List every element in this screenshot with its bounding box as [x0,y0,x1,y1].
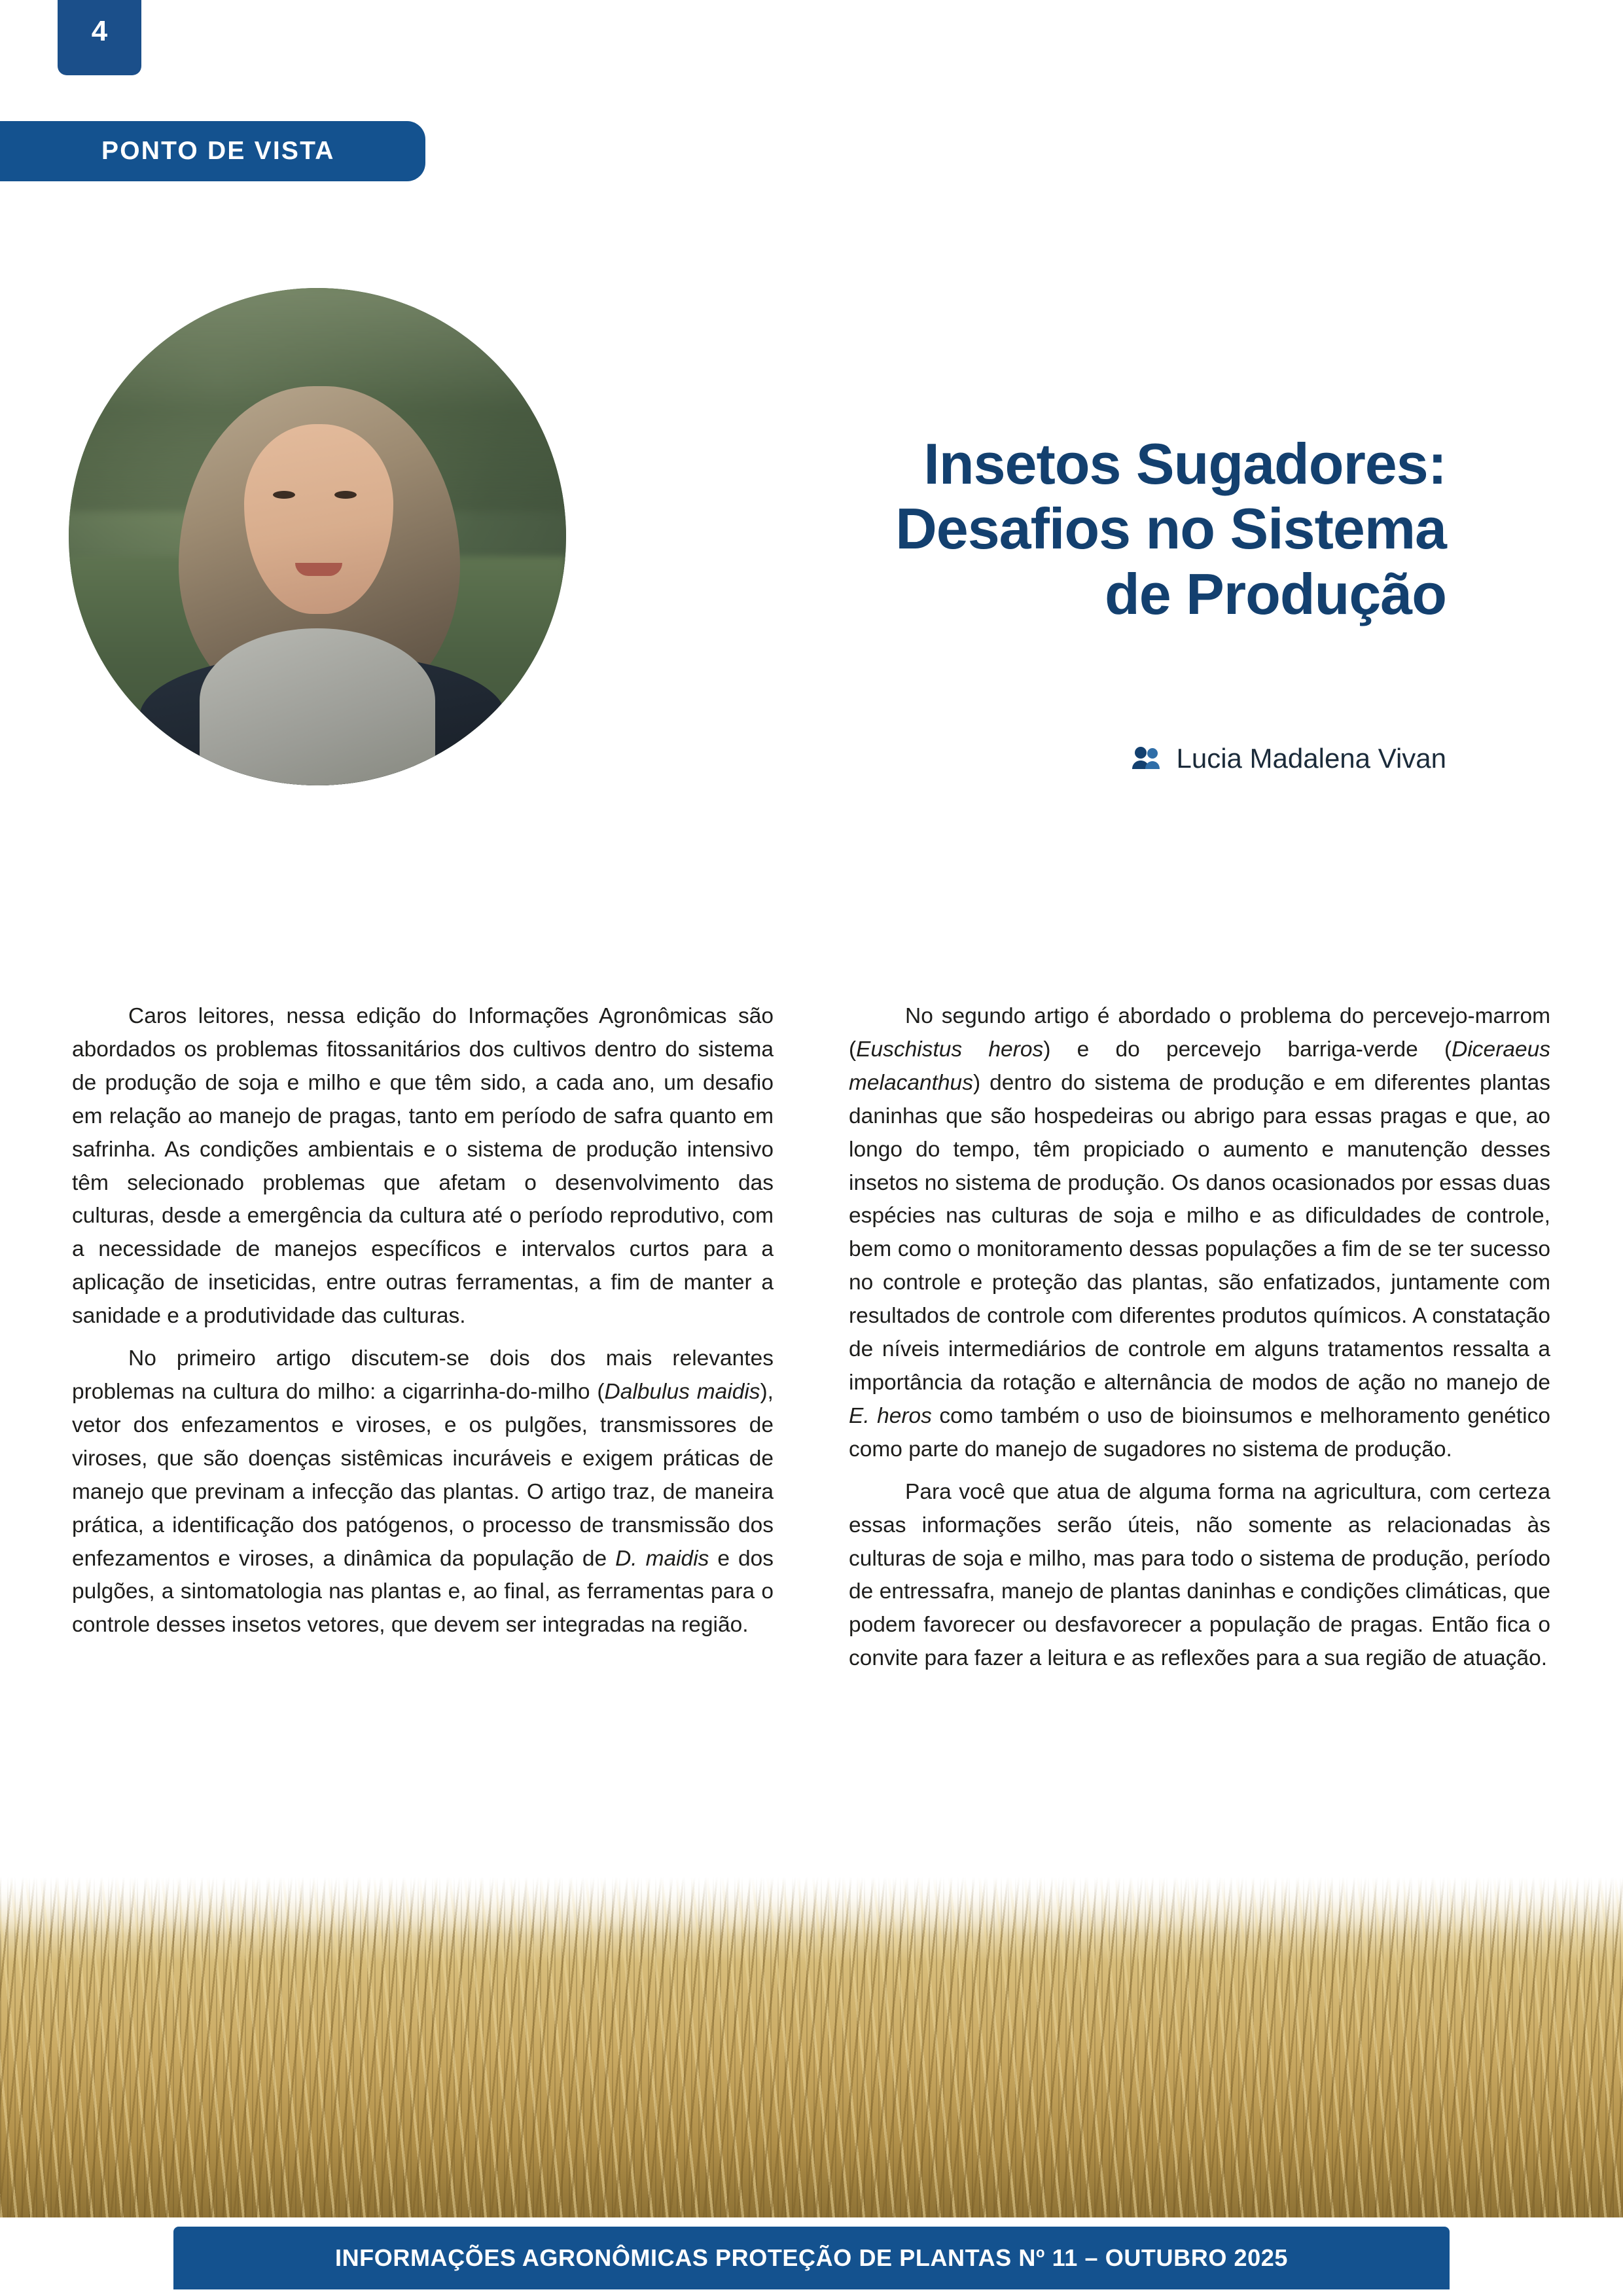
footer-ordinal: o [1036,2244,1046,2261]
article-body [72,1000,1551,1685]
body-column-left [72,1000,774,1685]
portrait-eye-left [273,491,295,499]
paragraph: No segundo artigo é abordado o problema do percevejo-marrom (Euschistus heros) e do percevejo barriga-verde (Diceraeus melacanthus) dentro do sistema de produção e em diferentes plantas daninhas que são hospedeiras ou abrigo para essas pragas e que, ao longo do tempo, têm propiciado o aumento e manutenção desses insetos no sistema de produção. Os danos ocasionados por essas duas espécies nas culturas de soja e milho e as dificuldades de controle, bem como o monitoramento dessas populações a fim de se ter sucesso no controle e proteção das plantas, são enfatizados, juntamente com resultados de controle com diferentes produtos químicos. A constatação de níveis intermediários de controle em alguns tratamentos ressalta a importância da rotação e alternância de modos de ação no manejo de E. heros como também o uso de bioinsumos e melhoramento genético como parte do manejo de sugadores no sistema de produção. [849,1004,1550,1462]
section-label: PONTO DE VISTA [101,137,335,165]
portrait-scarf [200,628,435,785]
page-number-tab [58,0,141,75]
footer-bar [173,2227,1450,2289]
paragraph: No primeiro artigo discutem-se dois dos mais relevantes problemas na cultura do milho: a cigarrinha-do-milho (Dalbulus maidis), vetor dos enfezamentos e viroses, e os pulgões, transmissores de viroses, que são doenças sistêmicas incuráveis e exigem práticas de manejo que previnam a infecção das plantas. O artigo traz, de maneira prática, a identificação dos patógenos, o processo de transmissão dos enfezamentos e viroses, a dinâmica da população de D. maidis e dos pulgões, a sintomatologia nas plantas e, ao final, as ferramentas para o controle desses insetos vetores, que devem ser integradas na região. [72,1346,774,1638]
article-title-line-2: Desafios no Sistema [895,496,1446,562]
byline [785,743,1446,774]
page-number: 4 [91,15,108,47]
footer-text: INFORMAÇÕES AGRONÔMICAS PROTEÇÃO DE PLANTAS $N^o$ 11 – OUTUBRO 2025 [334,2244,1289,2271]
wheat-field-image [0,1877,1623,2217]
author-portrait [69,288,566,785]
authors-icon [1132,745,1162,772]
author-name: Lucia Madalena Vivan [1176,743,1446,774]
portrait-eye-right [334,491,357,499]
section-label-bar [0,121,425,181]
article-title-line-1: Insetos Sugadores: [923,431,1446,496]
wheat-top-fade [0,1877,1623,1936]
paragraph: Caros leitores, nessa edição do Informações Agronômicas são abordados os problemas fitossanitários dos cultivos dentro do sistema de produção de soja e milho e que têm sido, a cada ano, um desafio em relação ao manejo de pragas, tanto em período de safra quanto em safrinha. As condições ambientais e o sistema de produção intensivo têm selecionado problemas que afetam o desenvolvimento das culturas, desde a emergência da cultura até o período reprodutivo, com a necessidade de manejos específicos e intervalos curtos para a aplicação de inseticidas, entre outras ferramentas, a fim de manter a sanidade e a produtividade das culturas. [72,1004,774,1329]
article-title-line-3: de Produção [1105,561,1446,626]
article-title [707,431,1446,626]
paragraph: Para você que atua de alguma forma na agricultura, com certeza essas informações serão úteis, não somente as relacionadas às culturas de soja e milho, mas para todo o sistema de produção, período de entressafra, manejo de plantas daninhas e condições climáticas, que podem favorecer ou desfavorecer a população de pragas. Então fica o convite para fazer a leitura e as reflexões para a sua região de atuação. [849,1479,1550,1671]
portrait-mouth [295,563,342,576]
body-column-right [849,1000,1550,1685]
